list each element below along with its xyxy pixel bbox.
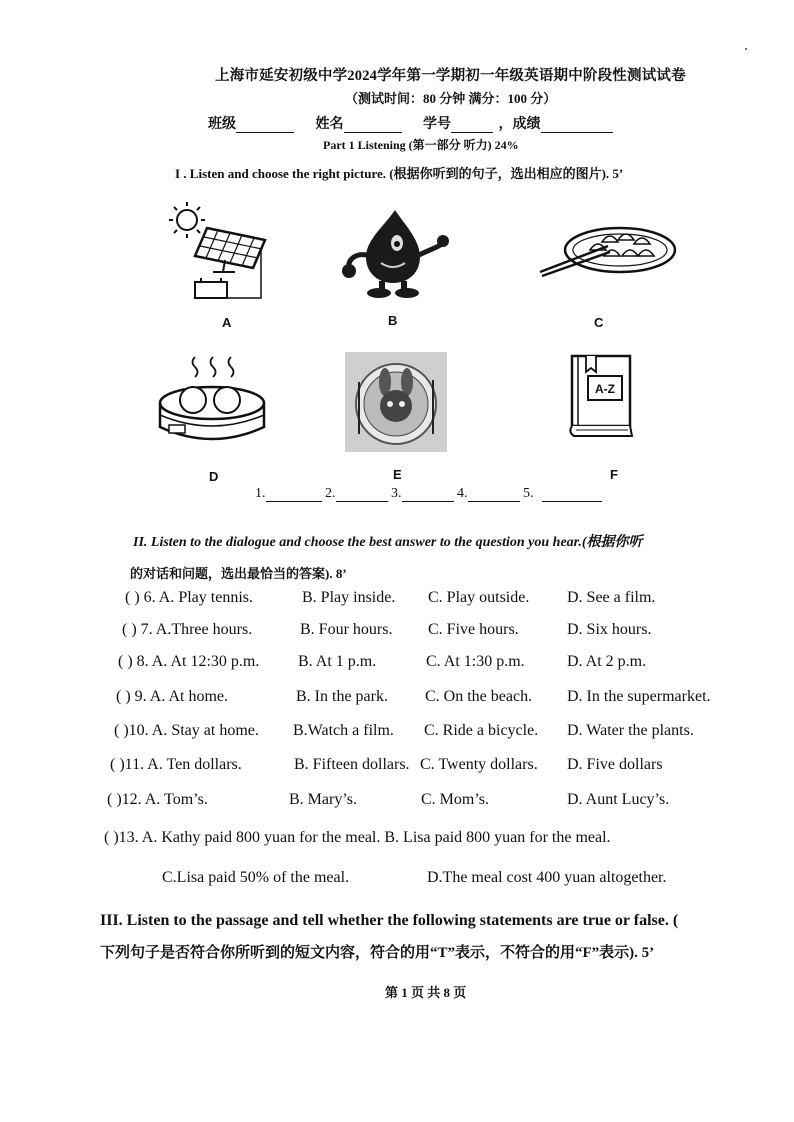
answer-blank-4[interactable] xyxy=(468,487,520,502)
class-label: 班级 xyxy=(208,117,236,132)
steamed-buns-icon xyxy=(155,355,270,450)
id-label: 学号 xyxy=(423,117,451,132)
class-blank[interactable] xyxy=(236,118,294,133)
water-drop-mascot-icon xyxy=(335,205,450,300)
question-6-c: C. Play outside. xyxy=(428,589,530,606)
scan-speck xyxy=(745,48,747,50)
exam-subtitle: （测试时间：80 分钟 满分：100 分） xyxy=(345,91,557,106)
question-12-c: C. Mom’s. xyxy=(421,791,490,808)
question-9-d: D. In the supermarket. xyxy=(567,688,711,705)
question-7-d: D. Six hours. xyxy=(567,621,652,638)
section-3-heading: III. Listen to the passage and tell whether the following statements are true or false. ( xyxy=(100,912,679,929)
question-11-a: ( )11. A. Ten dollars. xyxy=(110,756,242,773)
answer-blank-3[interactable] xyxy=(402,487,454,502)
section-3-heading-cont: 下列句子是否符合你所听到的短文内容，符合的用“T”表示，不符合的用“F”表示). 5’ xyxy=(100,945,655,961)
question-8-d: D. At 2 p.m. xyxy=(567,653,647,670)
question-10-a: ( )10. A. Stay at home. xyxy=(114,722,259,739)
name-blank[interactable] xyxy=(344,118,402,133)
answer-blank-2[interactable] xyxy=(336,487,388,502)
question-8-a: ( ) 8. A. At 12:30 p.m. xyxy=(118,653,260,670)
page-number: 第 1 页 共 8 页 xyxy=(385,985,467,1000)
question-10-b: B.Watch a film. xyxy=(293,722,394,739)
section-1-heading: I . Listen and choose the right picture. (根据你听到的句子，选出相应的图片). 5’ xyxy=(175,166,624,181)
answer-number-1: 1. xyxy=(255,486,266,501)
question-8-c: C. At 1:30 p.m. xyxy=(426,653,525,670)
rabbit-plate-icon xyxy=(345,352,447,452)
dumplings-plate-icon xyxy=(538,220,678,280)
answer-number-4: 4. xyxy=(457,486,468,501)
question-7-c: C. Five hours. xyxy=(428,621,519,638)
answer-number-3: 3. xyxy=(391,486,402,501)
picture-label-e: E xyxy=(393,467,402,482)
question-9-b: B. In the park. xyxy=(296,688,388,705)
section-2-heading: II. Listen to the dialogue and choose the best answer to the question you hear.(根据你听 xyxy=(133,535,643,550)
picture-label-d: D xyxy=(209,469,219,484)
exam-title: 上海市延安初级中学2024学年第一学期初一年级英语期中阶段性测试试卷 xyxy=(215,68,686,84)
picture-label-b: B xyxy=(388,313,398,328)
question-8-b: B. At 1 p.m. xyxy=(298,653,377,670)
section-2-heading-cont: 的对话和问题，选出最恰当的答案). 8’ xyxy=(130,566,347,581)
question-12-d: D. Aunt Lucy’s. xyxy=(567,791,670,808)
question-11-c: C. Twenty dollars. xyxy=(420,756,538,773)
question-13-d: D.The meal cost 400 yuan altogether. xyxy=(427,869,667,886)
question-13-ab: ( )13. A. Kathy paid 800 yuan for the meal. B. Lisa paid 800 yuan for the meal. xyxy=(104,829,611,846)
question-12-a: ( )12. A. Tom’s. xyxy=(107,791,208,808)
question-6-b: B. Play inside. xyxy=(302,589,396,606)
id-blank[interactable] xyxy=(451,118,493,133)
picture-label-a: A xyxy=(222,315,232,330)
section-1-answer-line xyxy=(255,486,602,502)
question-11-d: D. Five dollars xyxy=(567,756,663,773)
score-blank[interactable] xyxy=(541,118,613,133)
answer-number-5: 5. xyxy=(523,486,534,501)
question-7-b: B. Four hours. xyxy=(300,621,393,638)
name-label: 姓名 xyxy=(315,117,344,132)
question-6-a: ( ) 6. A. Play tennis. xyxy=(125,589,253,606)
score-label: ，成绩 xyxy=(498,117,541,132)
student-info-line xyxy=(208,113,631,133)
dictionary-icon xyxy=(566,352,636,440)
question-12-b: B. Mary’s. xyxy=(289,791,357,808)
picture-label-f: F xyxy=(610,467,618,482)
question-9-a: ( ) 9. A. At home. xyxy=(116,688,228,705)
question-10-d: D. Water the plants. xyxy=(567,722,694,739)
answer-blank-5[interactable] xyxy=(542,487,602,502)
answer-blank-1[interactable] xyxy=(266,487,322,502)
part-heading: Part 1 Listening (第一部分 听力) 24% xyxy=(323,138,519,152)
answer-number-2: 2. xyxy=(325,486,336,501)
question-13-c: C.Lisa paid 50% of the meal. xyxy=(162,869,350,886)
question-10-c: C. Ride a bicycle. xyxy=(424,722,539,739)
picture-label-c: C xyxy=(594,315,604,330)
question-6-d: D. See a film. xyxy=(567,589,656,606)
solar-panel-icon xyxy=(165,200,275,305)
question-11-b: B. Fifteen dollars. xyxy=(294,756,410,773)
svg-text:A-Z: A-Z xyxy=(595,382,615,396)
question-7-a: ( ) 7. A.Three hours. xyxy=(122,621,253,638)
question-9-c: C. On the beach. xyxy=(425,688,533,705)
